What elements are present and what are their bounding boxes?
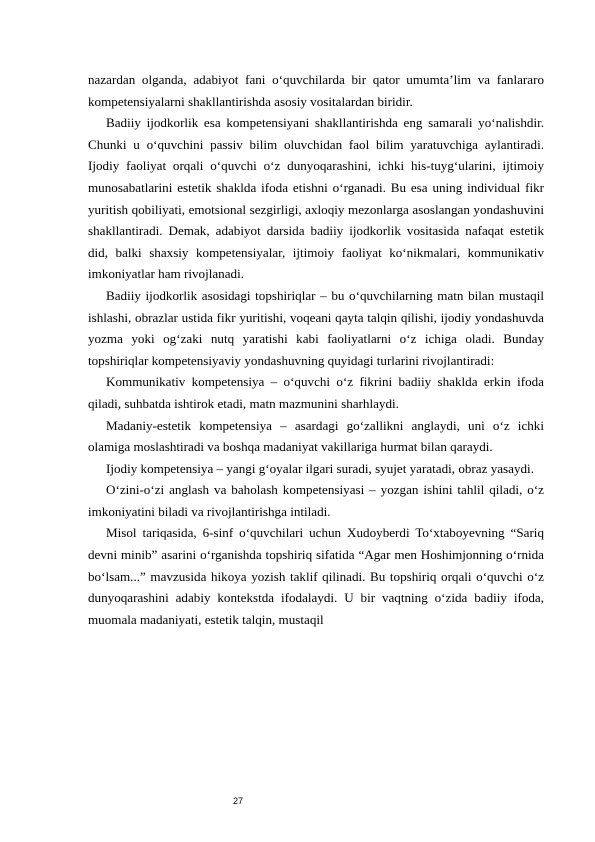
paragraph: Kommunikativ kompetensiya – o‘quvchi o‘z fikrini badiiy shaklda erkin ifoda qiladi, suhbatda ishtirok etadi, matn mazmunini sharhlaydi. xyxy=(88,374,544,411)
paragraph: O‘zini-o‘zi anglash va baholash kompetensiyasi – yozgan ishini tahlil qiladi, o‘z imkoniyatini biladi va rivojlantirishga intiladi. xyxy=(88,482,544,519)
paragraph: nazardan olganda, adabiyot fani o‘quvchilarda bir qator umumta’lim va fanlararo kompetensiyalarni shakllantirishda asosiy vositalardan biridir. xyxy=(88,72,544,109)
page-number: 27 xyxy=(232,796,243,806)
paragraph: Madaniy-estetik kompetensiya – asardagi go‘zallikni anglaydi, uni o‘z ichki olamiga moslashtiradi va boshqa madaniyat vakillariga hurmat bilan qaraydi. xyxy=(88,417,544,455)
paragraph: Ijodiy kompetensiya – yangi g‘oyalar ilgari suradi, syujet yaratadi, obraz yasaydi. xyxy=(106,460,534,476)
body-text xyxy=(88,69,544,630)
paragraph: Badiiy ijodkorlik esa kompetensiyani shakllantirishda eng samarali yo‘nalishdir. Chunki u o‘quvchini passiv bilim oluvchidan faol bilim yaratuvchiga aylantiradi. Ijodiy faoliyat orqali o‘quvchi o‘z dunyoqarashini, ichki his-tuyg‘ularini, ijtimoiy munosabatlarini estetik shaklda ifoda etishni o‘rganadi. Bu esa uning individual fikr yuritish qobiliyati, emotsional sezgirligi, axloqiy mezonlarga asoslangan yondashuvini shakllantiradi. Demak, adabiyot darsida badiiy ijodkorlik vositasida nafaqat estetik did, balki shaxsiy kompetensiyalar, ijtimoiy faoliyat ko‘nikmalari, kommunikativ imkoniyatlar ham rivojlanadi. xyxy=(88,115,544,282)
paragraph: Badiiy ijodkorlik asosidagi topshiriqlar – bu o‘quvchilarning matn bilan mustaqil ishlashi, obrazlar ustida fikr yuritishi, voqeani qayta talqin qilishi, ijodiy yondashuvda yozma yoki og‘zaki nutq yaratishi kabi faoliyatlarni o‘z ichiga oladi. Bunday topshiriqlar kompetensiyaviy yondashuvning quyidagi turlarini rivojlantiradi: xyxy=(88,287,544,368)
paragraph: Misol tariqasida, 6-sinf o‘quvchilari uchun Xudoyberdi To‘xtaboyevning “Sariq devni minib” asarini o‘rganishda topshiriq sifatida “Agar men Hoshimjonning o‘rnida bo‘lsam...” mavzusida hikoya yozish taklif qilinadi. Bu topshiriq orqali o‘quvchi o‘z dunyoqarashini adabiy kontekstda ifodalaydi. U bir vaqtning o‘zida badiiy ifoda, muomala madaniyati, estetik talqin, mustaqil xyxy=(88,525,544,627)
